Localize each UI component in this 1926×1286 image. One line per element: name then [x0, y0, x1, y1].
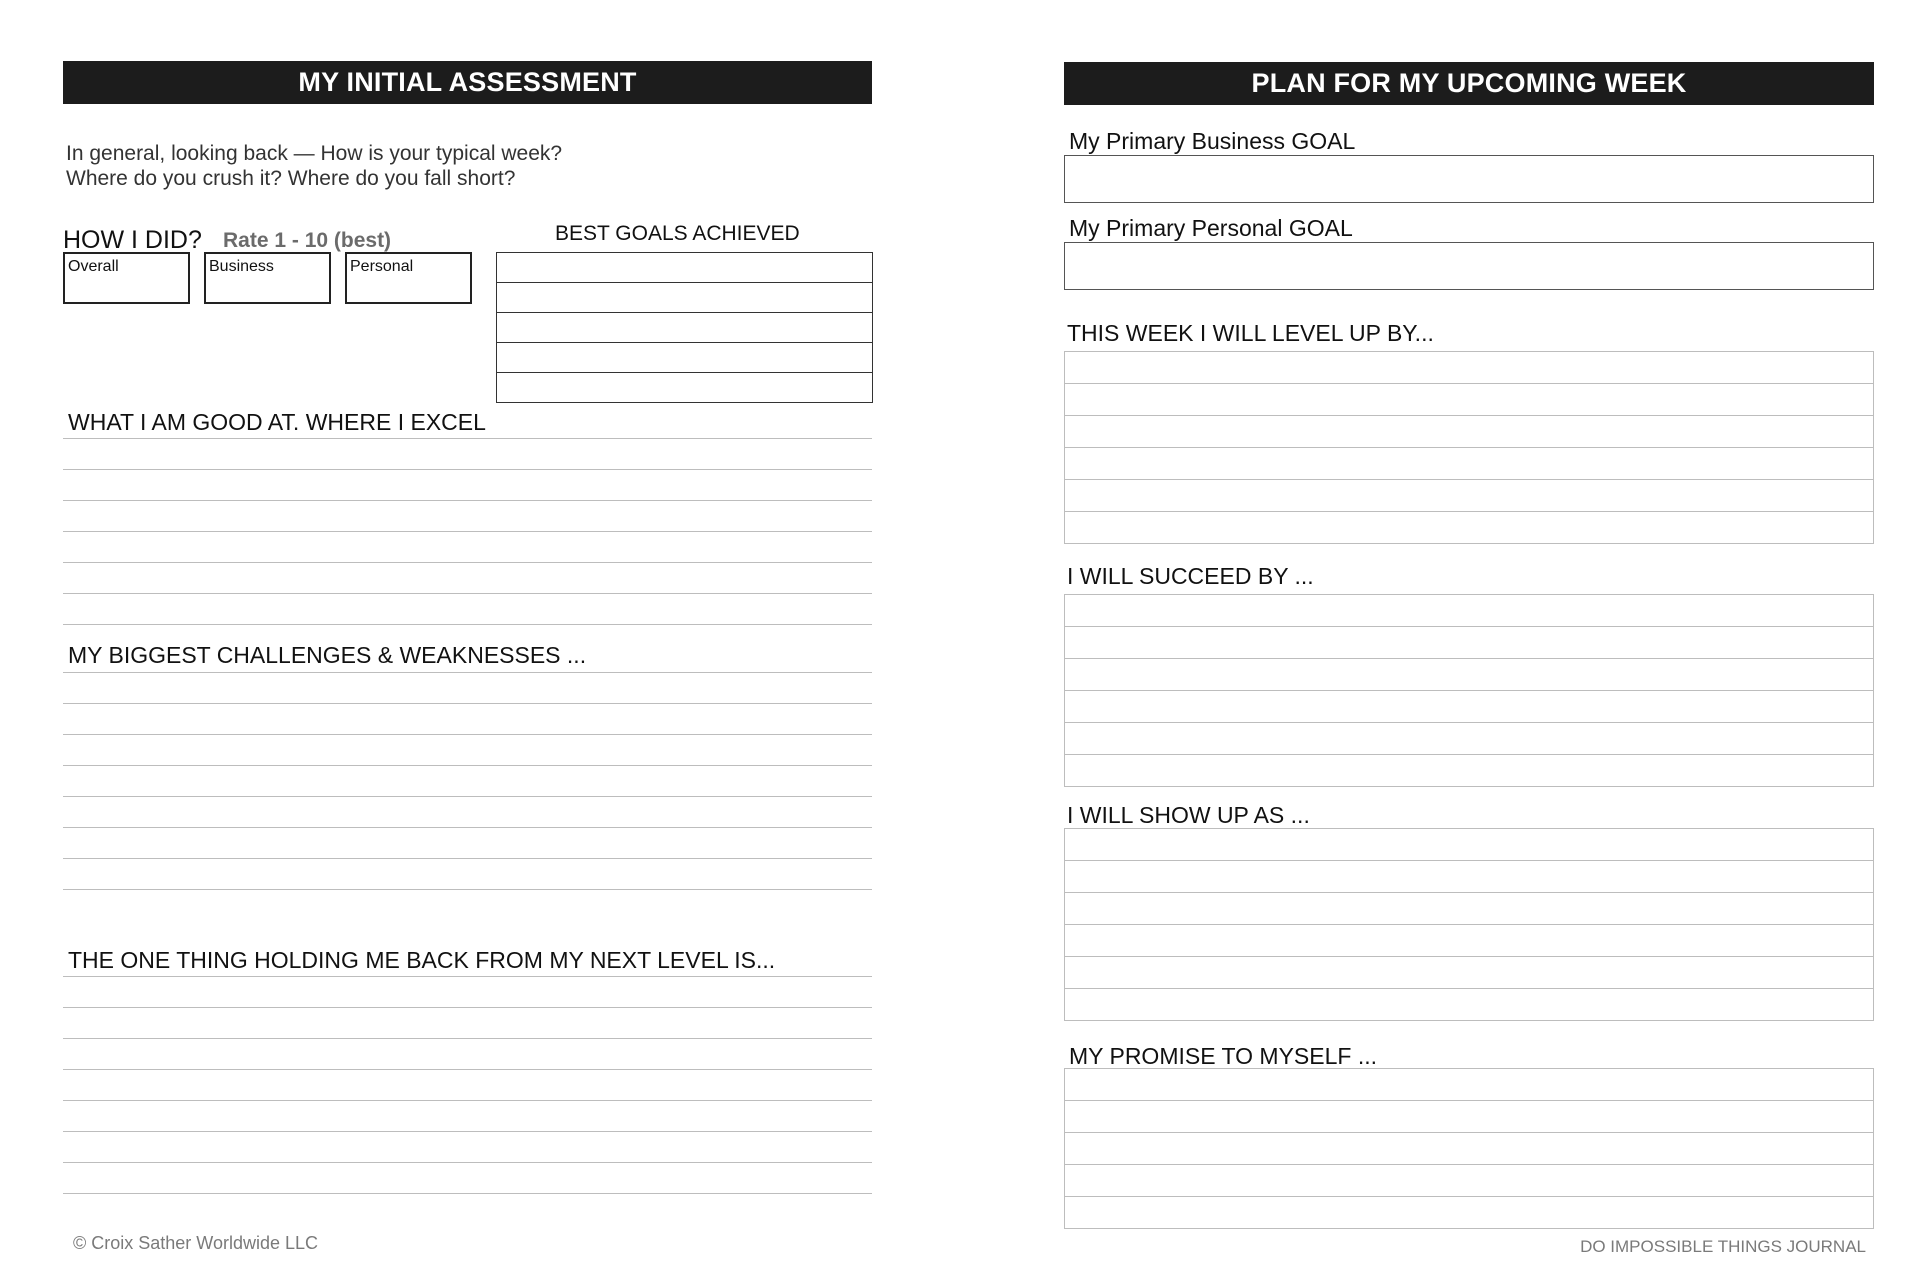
writing-line[interactable] [1065, 1165, 1873, 1197]
intro-line-2: Where do you crush it? Where do you fall short? [66, 167, 516, 190]
writing-line[interactable] [63, 766, 872, 797]
good-at-lines[interactable] [63, 408, 872, 625]
goal-row[interactable] [497, 253, 872, 283]
goal-row[interactable] [497, 313, 872, 343]
show-up-lines[interactable] [1064, 828, 1874, 1021]
writing-line[interactable] [63, 673, 872, 704]
business-goal-label: My Primary Business GOAL [1069, 128, 1356, 154]
writing-line[interactable] [63, 977, 872, 1008]
writing-line[interactable] [63, 859, 872, 890]
how-i-did-label: HOW I DID? [63, 226, 202, 254]
plan-title: PLAN FOR MY UPCOMING WEEK [1064, 62, 1874, 105]
writing-line[interactable] [1065, 480, 1873, 512]
writing-line[interactable] [1065, 1133, 1873, 1165]
writing-line[interactable] [1065, 352, 1873, 384]
one-thing-lines[interactable] [63, 946, 872, 1194]
writing-line[interactable] [1065, 989, 1873, 1021]
section-succeed-title: I WILL SUCCEED BY ... [1067, 563, 1314, 589]
writing-line[interactable] [63, 642, 872, 673]
writing-line[interactable] [1065, 595, 1873, 627]
writing-line[interactable] [63, 797, 872, 828]
rating-box-business[interactable] [204, 252, 331, 304]
writing-line[interactable] [63, 1101, 872, 1132]
goal-row[interactable] [497, 343, 872, 373]
writing-line[interactable] [63, 828, 872, 859]
promise-lines[interactable] [1064, 1068, 1874, 1229]
challenges-lines[interactable] [63, 642, 872, 890]
writing-line[interactable] [1065, 627, 1873, 659]
rate-scale-label: Rate 1 - 10 (best) [223, 229, 392, 252]
writing-line[interactable] [1065, 723, 1873, 755]
section-challenges-title: MY BIGGEST CHALLENGES & WEAKNESSES ... [68, 642, 587, 668]
rating-box-label: Overall [68, 258, 119, 275]
assessment-title: MY INITIAL ASSESSMENT [63, 61, 872, 104]
writing-line[interactable] [63, 563, 872, 594]
writing-line[interactable] [63, 704, 872, 735]
writing-line[interactable] [1065, 1101, 1873, 1133]
section-promise-title: MY PROMISE TO MYSELF ... [1069, 1043, 1378, 1069]
goal-row[interactable] [497, 373, 872, 402]
writing-line[interactable] [1065, 861, 1873, 893]
writing-line[interactable] [1065, 416, 1873, 448]
writing-line[interactable] [63, 532, 872, 563]
rating-box-overall[interactable] [63, 252, 190, 304]
writing-line[interactable] [1065, 755, 1873, 787]
writing-line[interactable] [1065, 1069, 1873, 1101]
section-one-thing-title: THE ONE THING HOLDING ME BACK FROM MY NEXT LEVEL IS... [68, 947, 776, 973]
writing-line[interactable] [63, 1132, 872, 1163]
writing-line[interactable] [1065, 512, 1873, 544]
writing-line[interactable] [63, 594, 872, 625]
intro-text [66, 141, 562, 191]
rating-box-personal[interactable] [345, 252, 472, 304]
intro-line-1: In general, looking back — How is your typical week? [66, 142, 563, 165]
succeed-lines[interactable] [1064, 594, 1874, 787]
writing-line[interactable] [1065, 659, 1873, 691]
section-good-at-title: WHAT I AM GOOD AT. WHERE I EXCEL [68, 409, 486, 435]
writing-line[interactable] [1065, 893, 1873, 925]
level-up-lines[interactable] [1064, 351, 1874, 544]
best-goals-table [496, 252, 873, 403]
section-level-up-title: THIS WEEK I WILL LEVEL UP BY... [1067, 320, 1434, 346]
writing-line[interactable] [1065, 691, 1873, 723]
personal-goal-label: My Primary Personal GOAL [1069, 215, 1353, 241]
writing-line[interactable] [63, 439, 872, 470]
writing-line[interactable] [63, 501, 872, 532]
copyright-footer: © Croix Sather Worldwide LLC [73, 1233, 319, 1253]
writing-line[interactable] [1065, 448, 1873, 480]
writing-line[interactable] [63, 735, 872, 766]
writing-line[interactable] [1065, 384, 1873, 416]
section-show-up-title: I WILL SHOW UP AS ... [1067, 802, 1310, 828]
writing-line[interactable] [1065, 925, 1873, 957]
writing-line[interactable] [1065, 957, 1873, 989]
best-goals-title: BEST GOALS ACHIEVED [555, 222, 800, 245]
writing-line[interactable] [63, 470, 872, 501]
business-goal-field[interactable] [1064, 155, 1874, 203]
writing-line[interactable] [63, 946, 872, 977]
goal-row[interactable] [497, 283, 872, 313]
writing-line[interactable] [63, 1163, 872, 1194]
personal-goal-field[interactable] [1064, 242, 1874, 290]
writing-line[interactable] [63, 1008, 872, 1039]
writing-line[interactable] [1065, 829, 1873, 861]
rating-box-label: Business [209, 258, 274, 275]
writing-line[interactable] [63, 1039, 872, 1070]
writing-line[interactable] [63, 1070, 872, 1101]
rating-box-label: Personal [350, 258, 414, 275]
writing-line[interactable] [1065, 1197, 1873, 1229]
writing-line[interactable] [63, 408, 872, 439]
journal-footer: DO IMPOSSIBLE THINGS JOURNAL [1580, 1237, 1866, 1256]
